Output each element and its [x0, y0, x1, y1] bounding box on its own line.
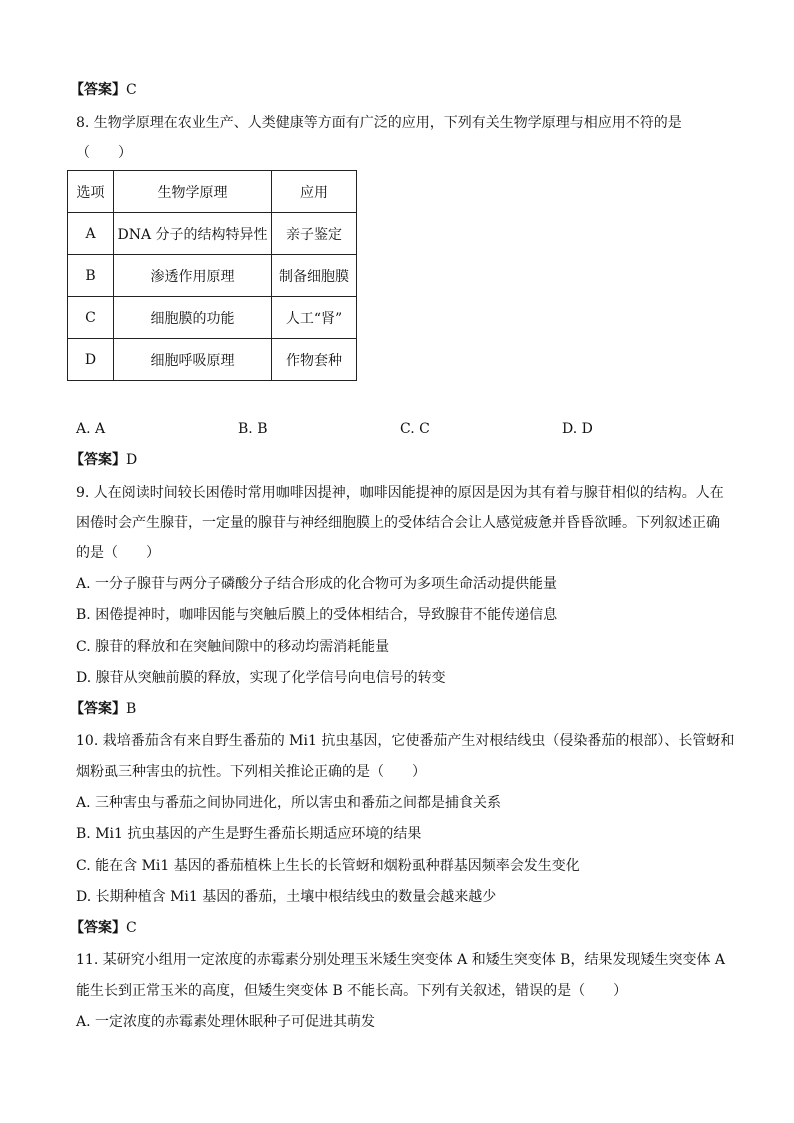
table-cell: 渗透作用原理: [114, 255, 272, 297]
q8-table: [67, 170, 357, 381]
answer-value: D: [126, 452, 138, 468]
table-cell: 制备细胞膜: [272, 255, 357, 297]
answer-q9: [70, 699, 136, 719]
table-row: [68, 339, 357, 381]
q8-stem-line2: （ ）: [76, 145, 132, 161]
table-cell: B: [68, 255, 114, 297]
table-row: [68, 213, 357, 255]
q9-stem-line1: 9. 人在阅读时间较长困倦时常用咖啡因提神，咖啡因能提神的原因是因为其有着与腺苷相似的结构。人在: [76, 485, 724, 501]
answer-label: 【答案】: [70, 452, 126, 468]
q8-option-a: A. A: [76, 421, 106, 437]
table-header-cell: 选项: [68, 171, 114, 213]
answer-q7: [70, 80, 137, 100]
answer-label: 【答案】: [70, 920, 126, 936]
q11-stem-line2: 能生长到正常玉米的高度，但矮生突变体 B 不能长高。下列有关叙述，错误的是（ ）: [76, 983, 628, 999]
answer-label: 【答案】: [70, 82, 126, 98]
q11-option-a: A. 一定浓度的赤霉素处理休眠种子可促进其萌发: [76, 1014, 376, 1030]
q8-option-b: B. B: [238, 421, 268, 437]
q8-stem-line1: 8. 生物学原理在农业生产、人类健康等方面有广泛的应用，下列有关生物学原理与相应用不符的是: [76, 115, 682, 131]
answer-value: B: [126, 701, 137, 717]
q8-option-d: D. D: [562, 421, 593, 437]
q11-stem-line1: 11. 某研究小组用一定浓度的赤霉素分别处理玉米矮生突变体 A 和矮生突变体 B，结果发现矮生突变体 A: [76, 952, 726, 968]
q10-option-b: B. Mi1 抗虫基因的产生是野生番茄长期适应环境的结果: [76, 826, 422, 842]
table-cell: 人工“肾”: [272, 297, 357, 339]
table-cell: A: [68, 213, 114, 255]
table-cell: 细胞呼吸原理: [114, 339, 272, 381]
table-header-cell: 应用: [272, 171, 357, 213]
q9-option-c: C. 腺苷的释放和在突触间隙中的移动均需消耗能量: [76, 639, 390, 655]
q10-option-d: D. 长期种植含 Mi1 基因的番茄，土壤中根结线虫的数量会越来越少: [76, 889, 497, 905]
table-cell: DNA 分子的结构特异性: [114, 213, 272, 255]
q9-option-d: D. 腺苷从突触前膜的释放，实现了化学信号向电信号的转变: [76, 670, 446, 686]
table-cell: C: [68, 297, 114, 339]
answer-value: C: [126, 920, 137, 936]
q9-option-a: A. 一分子腺苷与两分子磷酸分子结合形成的化合物可为多项生命活动提供能量: [76, 576, 558, 592]
q9-stem-line3: 的是（ ）: [76, 545, 160, 561]
q10-option-c: C. 能在含 Mi1 基因的番茄植株上生长的长管蚜和烟粉虱种群基因频率会发生变化: [76, 858, 580, 874]
table-header-row: [68, 171, 357, 213]
answer-label: 【答案】: [70, 701, 126, 717]
q10-stem-line1: 10. 栽培番茄含有来自野生番茄的 Mi1 抗虫基因，它使番茄产生对根结线虫（侵染番茄的根部）、长管蚜和: [76, 733, 735, 749]
q9-stem-line2: 困倦时会产生腺苷，一定量的腺苷与神经细胞膜上的受体结合会让人感觉疲惫并昏昏欲睡。下列叙述正确: [76, 515, 720, 531]
answer-value: C: [126, 82, 137, 98]
answer-q10: [70, 918, 137, 938]
q10-stem-line2: 烟粉虱三种害虫的抗性。下列相关推论正确的是（ ）: [76, 764, 426, 780]
table-row: [68, 297, 357, 339]
table-cell: 作物套种: [272, 339, 357, 381]
q8-option-c: C. C: [400, 421, 430, 437]
q10-option-a: A. 三种害虫与番茄之间协同进化，所以害虫和番茄之间都是捕食关系: [76, 795, 502, 811]
answer-q8: [70, 450, 137, 470]
table-header-cell: 生物学原理: [114, 171, 272, 213]
table-cell: 细胞膜的功能: [114, 297, 272, 339]
table-cell: 亲子鉴定: [272, 213, 357, 255]
table-cell: D: [68, 339, 114, 381]
q9-option-b: B. 困倦提神时，咖啡因能与突触后膜上的受体相结合，导致腺苷不能传递信息: [76, 607, 558, 623]
table-row: [68, 255, 357, 297]
